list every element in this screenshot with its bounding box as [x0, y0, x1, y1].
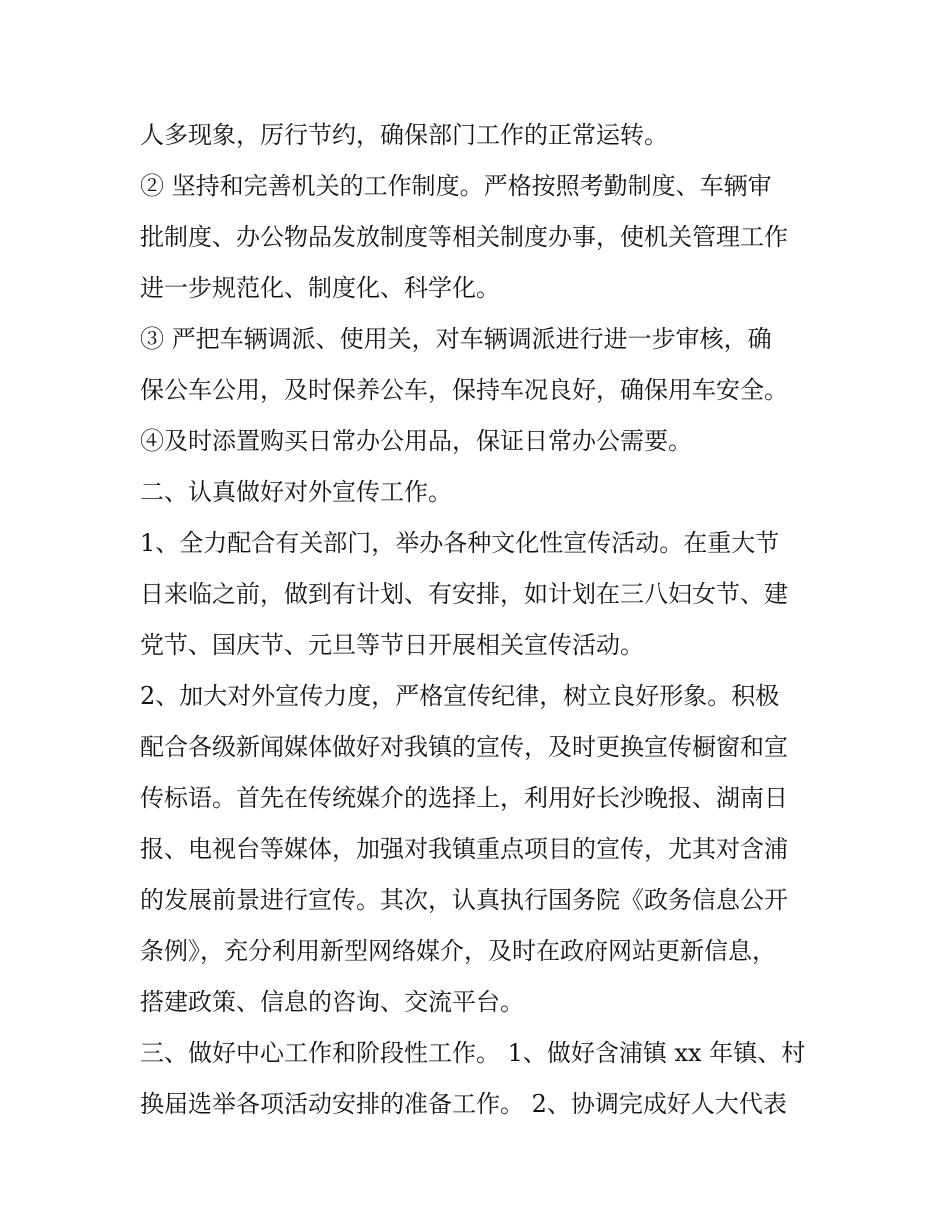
text-line: 日来临之前，做到有计划、有安排，如计划在三八妇女节、建	[140, 580, 788, 608]
document-body	[140, 110, 820, 1130]
text-line: 党节、国庆节、元旦等节日开展相关宣传活动。	[140, 631, 644, 659]
text-line: ③ 严把车辆调派、使用关，对车辆调派进行进一步审核，确	[140, 325, 772, 353]
text-line: 换届选举各项活动安排的准备工作。 2、协调完成好人大代表	[140, 1090, 787, 1118]
text-line: ② 坚持和完善机关的工作制度。严格按照考勤制度、车辆审	[140, 172, 772, 200]
text-line: 进一步规范化、制度化、科学化。	[140, 274, 500, 302]
text-line: 传标语。首先在传统媒介的选择上，利用好长沙晚报、湖南日	[140, 784, 788, 812]
text-line: 的发展前景进行宣传。其次，认真执行国务院《政务信息公开	[140, 886, 788, 914]
text-line: 人多现象，厉行节约，确保部门工作的正常运转。	[140, 121, 668, 149]
section-heading: 二、认真做好对外宣传工作。	[140, 478, 452, 506]
text-line: 保公车公用，及时保养公车，保持车况良好，确保用车安全。	[140, 376, 788, 404]
text-line: 1、全力配合有关部门，举办各种文化性宣传活动。在重大节	[140, 529, 780, 557]
text-line: 条例》，充分利用新型网络媒介，及时在政府网站更新信息，	[140, 937, 776, 965]
text-line: ④及时添置购买日常办公用品，保证日常办公需要。	[140, 427, 692, 455]
text-line: 搭建政策、信息的咨询、交流平台。	[140, 988, 524, 1016]
text-line: 2、加大对外宣传力度，严格宣传纪律，树立良好形象。积极	[140, 682, 780, 710]
section-heading: 三、做好中心工作和阶段性工作。 1、做好含浦镇 xx 年镇、村	[140, 1039, 806, 1067]
text-line: 报、电视台等媒体，加强对我镇重点项目的宣传，尤其对含浦	[140, 835, 788, 863]
text-line: 批制度、办公物品发放制度等相关制度办事，使机关管理工作	[140, 223, 788, 251]
text-line: 配合各级新闻媒体做好对我镇的宣传，及时更换宣传橱窗和宣	[140, 733, 788, 761]
